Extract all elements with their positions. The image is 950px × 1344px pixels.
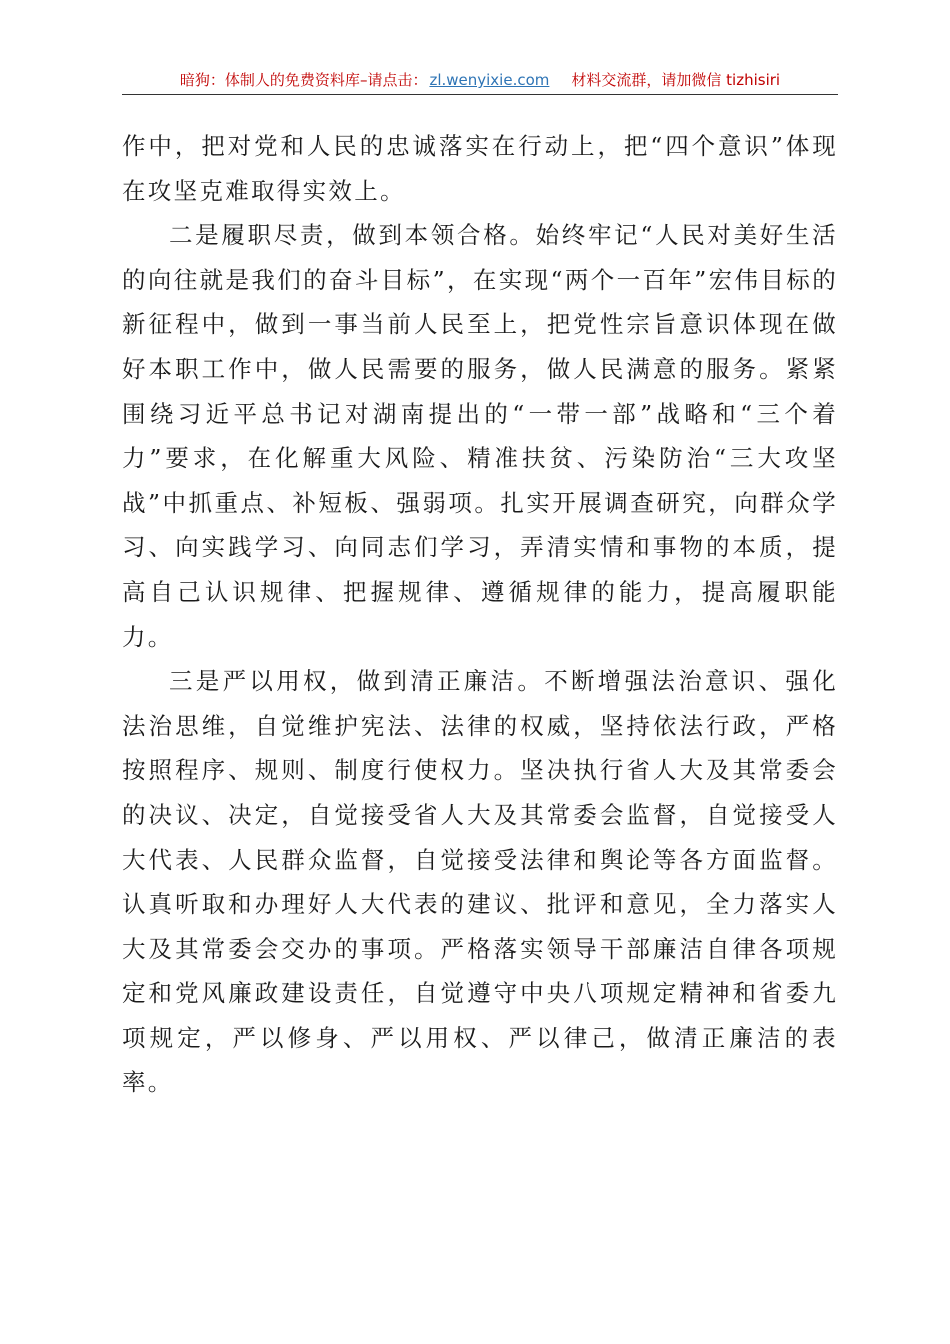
header-prompt: –请点击： — [359, 71, 428, 89]
paragraph-integrity: 三是严以用权，做到清正廉洁。不断增强法治意识、强化法治思维，自觉维护宪法、法律的权威，坚持依法行政，严格按照程序、规则、制度行使权力。坚决执行省人大及其常委会的决议、决定，自觉接受省人大及其常委会监督，自觉接受人大代表、人民群众监督，自觉接受法律和舆论等各方面监督。认真听取和办理好人大代表的建议、批评和意见，全力落实人大及其常委会交办的事项。严格落实领导干部廉洁自律各项规定和党风廉政建设责任，自觉遵守中央八项规定精神和省委九项规定，严以修身、严以用权、严以律己，做清正廉洁的表率。 — [122, 667, 838, 1097]
paragraph-duty: 二是履职尽责，做到本领合格。始终牢记“人民对美好生活的向往就是我们的奋斗目标”，在实现“两个一百年”宏伟目标的新征程中，做到一事当前人民至上，把党性宗旨意识体现在做好本职工作中，做人民需要的服务，做人民满意的服务。紧紧围绕习近平总书记对湖南提出的“一带一部”战略和“三个着力”要求，在化解重大风险、精准扶贫、污染防治“三大攻坚战”中抓重点、补短板、强弱项。扎实开展调查研究，向群众学习、向实践学习、向同志们学习，弄清实情和事物的本质，提高自己认识规律、把握规律、遵循规律的能力，提高履职能力。 — [122, 221, 838, 651]
header-brand: 暗狗：体制人的免费资料库 — [179, 71, 360, 89]
page-header — [122, 66, 838, 95]
header-website-link[interactable]: zl.wenyixie.com — [429, 71, 550, 89]
paragraph-continuation: 作中，把对党和人民的忠诚落实在行动上，把“四个意识”体现在攻坚克难取得实效上。 — [122, 132, 838, 205]
document-body — [122, 124, 838, 1105]
header-wechat-group: 材料交流群，请加微信 tizhisiri — [571, 71, 781, 89]
